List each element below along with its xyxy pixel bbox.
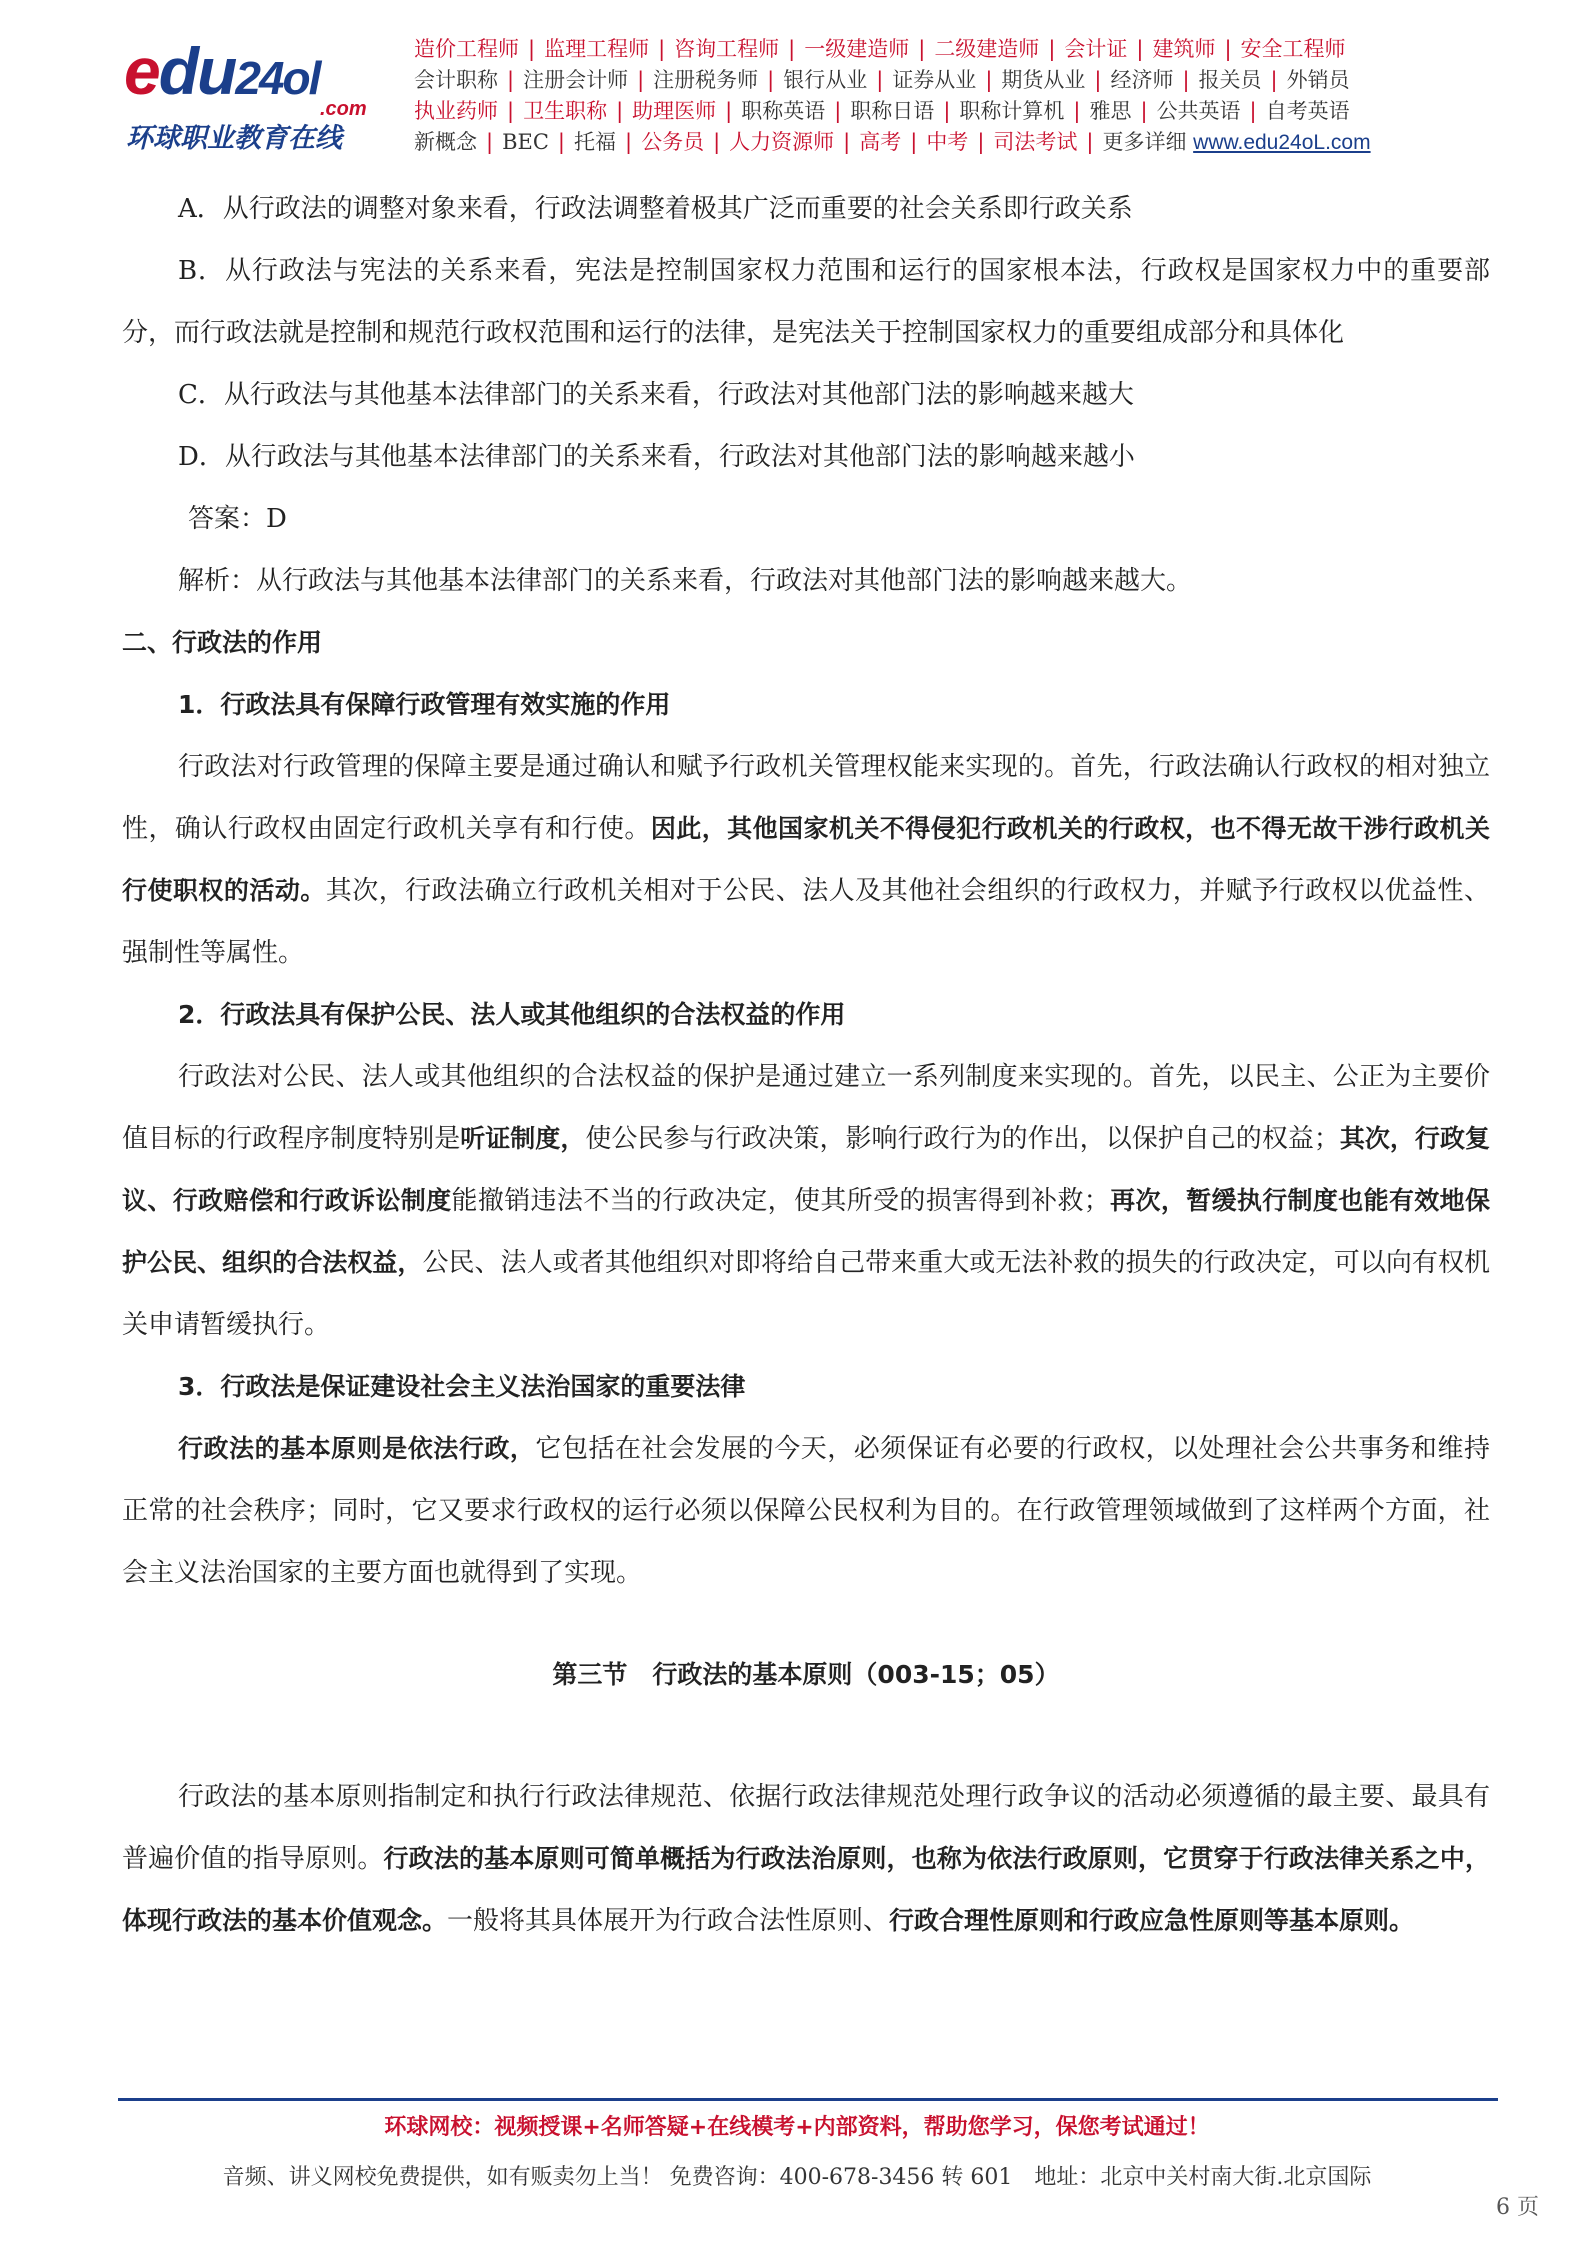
footer-contact: 音频、讲义网校免费提供，如有贩卖勿上当！ 免费咨询：400-678-3456 转 601 地址：北京中关村南大街.北京国际 [222,2165,1372,2190]
nav-row [414,127,1494,158]
nav-separator: | [725,99,733,123]
nav-link[interactable]: 公共英语 [1156,99,1241,123]
nav-separator: | [637,68,645,92]
subheading-2: 2．行政法具有保护公民、法人或其他组织的合法权益的作用 [178,1000,846,1029]
nav-link[interactable]: 外销员 [1286,68,1350,92]
nav-link[interactable]: 经济师 [1110,68,1174,92]
paragraph-2-part-a: 行政法对公民、法人或其他组织的合法权益的保护是通过建立一系列制度来实现的。首先，以民主、公正为主要价值目标的行政程序制度特别是 [122,1062,1490,1154]
header-nav [414,34,1494,158]
paragraph-3 [122,1418,1490,1604]
document-body [122,178,1490,1952]
footer-divider [118,2098,1498,2101]
nav-separator: | [486,130,494,154]
nav-separator: | [1086,130,1094,154]
paragraph-1 [122,736,1490,984]
nav-link[interactable]: 卫生职称 [523,99,608,123]
paragraph-4-part-a: 行政法的基本原则指制定和执行行政法律规范、依据行政法律规范处理行政争议的活动必须遵循的最主要、最具有普遍价值的指导原则。 [122,1782,1490,1874]
nav-link[interactable]: 托福 [574,130,616,154]
nav-link[interactable]: 二级建造师 [934,37,1040,61]
nav-link[interactable]: 期货从业 [1001,68,1086,92]
nav-separator: | [910,130,918,154]
nav-separator: | [713,130,721,154]
footer-promo: 环球网校：视频授课+名师答疑+在线模考+内部资料，帮助您学习，保您考试通过！ [384,2115,1210,2140]
paragraph-1-part-c: 其次，行政法确立行政机关相对于公民、法人及其他社会组织的行政权力，并赋予行政权以优益性、强制性等属性。 [122,876,1490,968]
subheading-3: 3．行政法是保证建设社会主义法治国家的重要法律 [178,1372,746,1401]
nav-separator: | [943,99,951,123]
paragraph-2-part-e: 能撤销违法不当的行政决定，使其所受的损害得到补救； [451,1186,1110,1216]
nav-separator: | [625,130,633,154]
paragraph-4 [122,1766,1490,1952]
nav-row [414,65,1494,96]
paragraph-2-part-g: 公民、法人或者其他组织对即将给自己带来重大或无法补救的损失的行政决定，可以向有权机关申请暂缓执行。 [122,1248,1490,1340]
nav-link[interactable]: 银行从业 [783,68,868,92]
nav-separator: | [658,37,666,61]
nav-separator: | [1140,99,1148,123]
nav-link[interactable]: 注册会计师 [523,68,629,92]
nav-link[interactable]: 职称计算机 [959,99,1065,123]
nav-link[interactable]: BEC [502,130,549,154]
nav-link[interactable]: 更多详细 [1102,130,1187,154]
site-logo[interactable] [124,34,374,154]
nav-separator: | [876,68,884,92]
nav-separator: | [1136,37,1144,61]
nav-separator: | [1249,99,1257,123]
nav-row [414,96,1494,127]
nav-separator: | [1094,68,1102,92]
nav-separator: | [834,99,842,123]
heading-role-of-administrative-law: 二、行政法的作用 [122,628,323,657]
nav-separator: | [767,68,775,92]
nav-separator: | [1224,37,1232,61]
nav-link[interactable]: 新概念 [414,130,477,154]
nav-link[interactable]: 注册税务师 [653,68,759,92]
section-title: 第三节 行政法的基本原则（003-15；05） [552,1660,1060,1689]
logo-slogan: 环球职业教育在线 [126,123,342,154]
nav-separator: | [507,99,515,123]
nav-link[interactable]: 监理工程师 [544,37,650,61]
nav-link[interactable]: 职称日语 [850,99,935,123]
nav-link[interactable]: 执业药师 [414,99,498,123]
nav-link[interactable]: 建筑师 [1152,37,1216,61]
option-b: B．从行政法与宪法的关系来看，宪法是控制国家权力范围和运行的国家根本法，行政权是国家权力中的重要部分，而行政法就是控制和规范行政权范围和运行的法律，是宪法关于控制国家权力的重要组成部分和具体化 [122,256,1490,348]
paragraph-3-bold: 行政法的基本原则是依法行政， [178,1434,536,1463]
answer: 答案：D [188,504,287,534]
nav-separator: | [528,37,536,61]
paragraph-1-part-a: 行政法对行政管理的保障主要是通过确认和赋予行政机关管理权能来实现的。首先，行政法确认行政权的相对独立性，确认行政权由固定行政机关享有和行使。 [122,752,1490,844]
nav-separator: | [977,130,985,154]
nav-link[interactable]: 报关员 [1198,68,1262,92]
nav-separator: | [843,130,851,154]
logo-mark: edu24ol [124,34,320,108]
subheading-1: 1．行政法具有保障行政管理有效实施的作用 [178,690,671,719]
paragraph-2-bold-suspension: 再次，暂缓执行制度也能有效地保护公民、组织的合法权益， [122,1186,1490,1277]
nav-separator: | [1270,68,1278,92]
nav-link[interactable]: 咨询工程师 [674,37,780,61]
site-url-link[interactable]: www.edu24oL.com [1193,131,1371,154]
nav-link[interactable]: 造价工程师 [414,37,519,61]
nav-separator: | [557,130,565,154]
nav-separator: | [507,68,515,92]
paragraph-4-bold-a: 行政法的基本原则可简单概括为行政法治原则，也称为依法行政原则，它贯穿于行政法律关系之中，体现行政法的基本价值观念。 [122,1844,1490,1935]
paragraph-4-bold-b: 行政合理性原则和行政应急性原则等基本原则。 [889,1906,1415,1935]
nav-link[interactable]: 自考英语 [1265,99,1350,123]
logo-domain-suffix: .com [320,98,367,120]
paragraph-2-bold-review: 其次，行政复议、行政赔偿和行政诉讼制度 [122,1124,1490,1215]
nav-separator: | [1182,68,1190,92]
paragraph-2-part-c: 使公民参与行政决策，影响行政行为的作出，以保护自己的权益； [585,1124,1340,1154]
nav-separator: | [985,68,993,92]
nav-link[interactable]: 公务员 [641,130,705,154]
nav-link[interactable]: 雅思 [1089,99,1132,123]
option-c: C．从行政法与其他基本法律部门的关系来看，行政法对其他部门法的影响越来越大 [178,380,1134,410]
paragraph-3-part-b: 它包括在社会发展的今天，必须保证有必要的行政权，以处理社会公共事务和维持正常的社会秩序；同时，它又要求行政权的运行必须以保障公民权利为目的。在行政管理领域做到了这样两个方面，社会主义法治国家的主要方面也就得到了实现。 [122,1434,1490,1588]
nav-link[interactable]: 高考 [859,130,902,154]
nav-link[interactable]: 安全工程师 [1240,37,1346,61]
nav-link[interactable]: 会计职称 [414,68,498,92]
nav-separator: | [616,99,624,123]
paragraph-2 [122,1046,1490,1356]
option-a: A．从行政法的调整对象来看，行政法调整着极其广泛而重要的社会关系即行政关系 [178,194,1133,224]
nav-separator: | [918,37,926,61]
nav-link[interactable]: 会计证 [1064,37,1128,61]
paragraph-1-bold: 因此，其他国家机关不得侵犯行政机关的行政权，也不得无故干涉行政机关行使职权的活动。 [122,814,1490,905]
paragraph-4-part-c: 一般将其具体展开为行政合法性原则、 [447,1906,890,1936]
nav-separator: | [1073,99,1081,123]
nav-row [414,34,1494,65]
nav-separator: | [1048,37,1056,61]
nav-link[interactable]: 一级建造师 [804,37,910,61]
nav-link[interactable]: 证券从业 [892,68,977,92]
analysis: 解析：从行政法与其他基本法律部门的关系来看，行政法对其他部门法的影响越来越大。 [178,566,1193,596]
option-d: D．从行政法与其他基本法律部门的关系来看，行政法对其他部门法的影响越来越小 [178,442,1135,472]
nav-separator: | [788,37,796,61]
nav-link[interactable]: 人力资源师 [729,130,835,154]
page-number: 6 页 [1496,2195,1539,2220]
nav-link[interactable]: 司法考试 [993,130,1078,154]
paragraph-2-bold-hearing: 听证制度， [460,1124,586,1153]
nav-link[interactable]: 职称英语 [741,99,826,123]
nav-link[interactable]: 助理医师 [632,99,717,123]
nav-link[interactable]: 中考 [926,130,969,154]
